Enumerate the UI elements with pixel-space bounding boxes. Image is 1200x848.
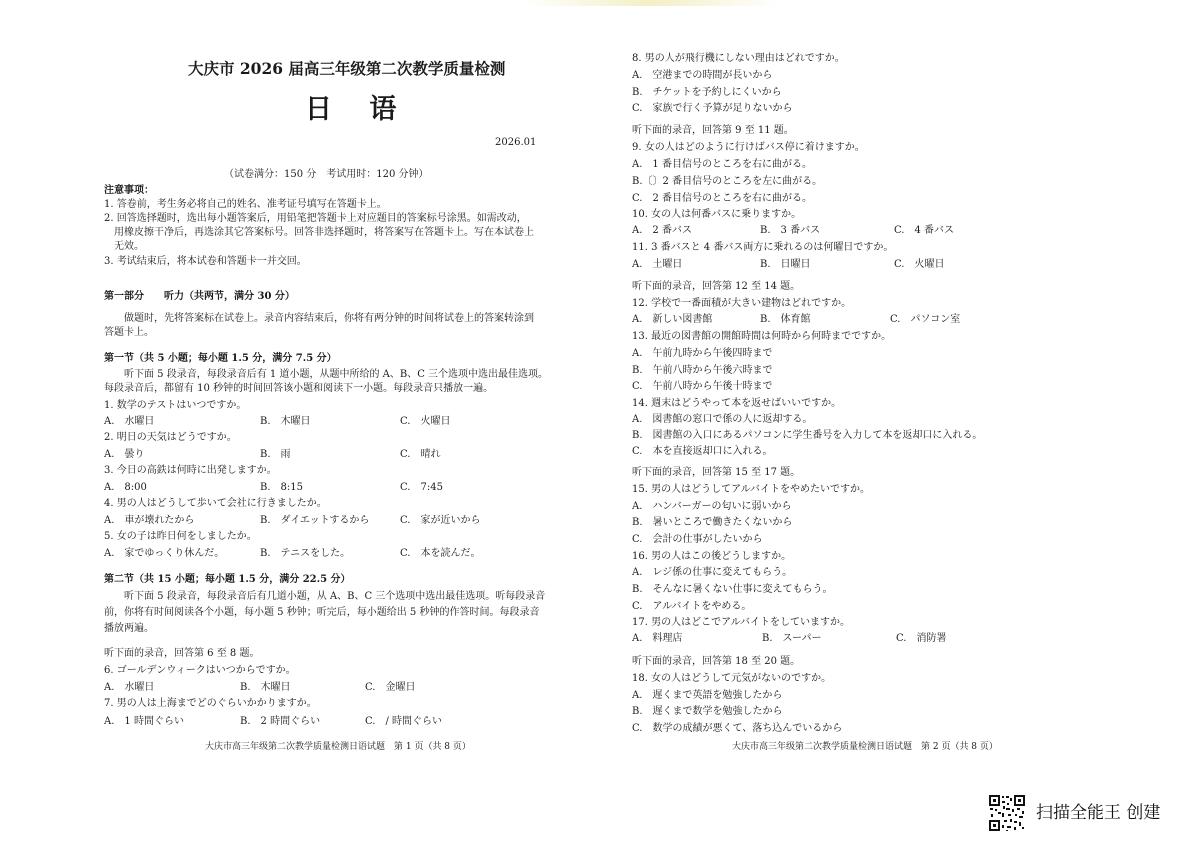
notice-title: 注意事项： (104, 185, 154, 196)
question-13: 13. 最近の図書館の開館時間は何時から何時までですか。 (632, 331, 892, 342)
option-a: A. 家でゆっくり休んだ。 (104, 548, 225, 559)
question-3: 3. 今日の高鉄は何時に出発しますか。 (104, 465, 277, 476)
question-2: 2. 明日の天気はどうですか。 (104, 432, 237, 443)
section2-intro-line: 前，你将有时间阅读各个小题，每小题 5 秒钟；听完后，每小题给出 5 秒钟的作答时间。每段录音 (104, 607, 540, 618)
option-b: B. 暑いところで働きたくないから (632, 517, 793, 528)
option-b: B. ダイエットするから (260, 515, 370, 526)
option-c: C. 消防署 (896, 633, 947, 644)
option-a: A. 新しい図書館 (632, 314, 713, 325)
option-b: B. 2 時間ぐらい (240, 716, 321, 727)
exam-title: 大庆市 2026 届高三年级第二次教学质量检测 (188, 59, 506, 78)
option-c: C. 7:45 (400, 482, 443, 493)
question-16: 16. 男の人はこの後どうしますか。 (632, 551, 792, 562)
question-5: 5. 女の子は昨日何をしましたか。 (104, 531, 257, 542)
subject-heading: 日 语 (305, 94, 411, 125)
exam-date: 2026.01 (495, 137, 537, 148)
notice-line: 3. 考试结束后，将本试卷和答题卡一并交回。 (104, 256, 307, 267)
option-c: C. 晴れ (400, 449, 441, 460)
option-b: B. テニスをした。 (260, 548, 351, 559)
option-a: A. 水曜日 (104, 416, 155, 427)
option-b: B. 木曜日 (240, 682, 291, 693)
option-b: B. 体育館 (760, 314, 811, 325)
notice-line: 无效。 (104, 241, 144, 252)
option-b: B. そんなに暑くない仕事に変えてもらう。 (632, 584, 833, 595)
option-a: A. 1 番目信号のところを右に曲がる。 (632, 159, 812, 170)
option-a: A. 1 時間ぐらい (104, 716, 184, 727)
option-a: A. 水曜日 (104, 682, 155, 693)
question-9: 9. 女の人はどのように行けばバス停に着けますか。 (632, 142, 865, 153)
option-b: B. 日曜日 (760, 259, 811, 270)
option-a: A. 8:00 (104, 482, 147, 493)
option-a: A. 遅くまで英語を勉強したから (632, 690, 783, 701)
option-c: C. パソコン室 (890, 314, 961, 325)
option-c: C. 数学の成績が悪くて、落ち込んでいるから (632, 723, 843, 734)
option-b: B. チケットを予約しにくいから (632, 87, 782, 98)
option-a: A. レジ係の仕事に変えてもらう。 (632, 567, 793, 578)
option-c: C. 金曜日 (365, 682, 416, 693)
option-a: A. ハンバーガーの匂いに弱いから (632, 501, 792, 512)
scanner-watermark (988, 794, 1188, 834)
option-c: C. 4 番バス (894, 225, 955, 236)
question-12: 12. 学校で一番面積が大きい建物はどれですか。 (632, 298, 852, 309)
page-footer: 大庆市高三年级第二次教学质量检测日语试题 第 2 页（共 8 页） (732, 742, 998, 752)
option-b: B. 図書館の入口にあるパソコンに学生番号を入力して本を返却口に入れる。 (632, 430, 983, 441)
option-a: A. 料理店 (632, 633, 683, 644)
section2-intro-line: 听下面 5 段录音，每段录音后有几道小题，从 A、B、C 三个选项中选出最佳选项。听每段录音 (104, 591, 546, 602)
question-18: 18. 女の人はどうして元気がないのですか。 (632, 673, 832, 684)
question-1: 1. 数学のテストはいつですか。 (104, 400, 247, 411)
option-a: A. 図書館の窓口で係の人に返却する。 (632, 414, 813, 425)
option-c: C. 2 番目信号のところを右に曲がる。 (632, 193, 813, 204)
option-a: A. 午前九時から午後四時まで (632, 348, 773, 359)
listening-instruction: 听下面的录音，回答第 6 至 8 题。 (104, 648, 260, 659)
question-7: 7. 男の人は上海までどのぐらいかかりますか。 (104, 698, 317, 709)
question-14: 14. 週末はどうやって本を返せばいいですか。 (632, 398, 842, 409)
section1-heading: 第一节（共 5 小题；每小题 1.5 分，满分 7.5 分） (104, 353, 337, 364)
notice-line: 1. 答卷前，考生务必将自己的姓名、准考证号填写在答题卡上。 (104, 199, 387, 210)
question-8: 8. 男の人が飛行機にしない理由はどれですか。 (632, 53, 845, 64)
listening-instruction: 听下面的录音，回答第 12 至 14 题。 (632, 281, 801, 292)
section1-intro-line: 每段录音后，都留有 10 秒钟的时间回答该小题和阅读下一小题。每段录音只播放一遍。 (104, 383, 494, 394)
question-4: 4. 男の人はどうして歩いて会社に行きましたか。 (104, 498, 327, 509)
section1-intro-line: 听下面 5 段录音，每段录音后有 1 道小题，从题中所给的 A、B、C 三个选项中选出最佳选项。 (104, 369, 549, 380)
option-c: C. 家が近いから (400, 515, 481, 526)
notice-line: 用橡皮擦干净后，再选涂其它答案标号。回答非选择题时，将答案写在答题卡上。写在本试卷上 (104, 227, 534, 238)
watermark-text: 扫描全能王 创建 (1036, 803, 1161, 823)
score-time-info: （试卷满分：150 分 考试用时：120 分钟） (224, 169, 429, 180)
option-b: B.〔〕2 番目信号のところを左に曲がる。 (632, 176, 823, 187)
part1-heading: 第一部分 听力（共两节，满分 30 分） (104, 291, 295, 302)
option-b: B. スーパー (762, 633, 822, 644)
page-footer: 大庆市高三年级第二次教学质量检测日语试题 第 1 页（共 8 页） (205, 742, 471, 752)
option-c: C. 火曜日 (400, 416, 451, 427)
question-10: 10. 女の人は何番バスに乗りますか。 (632, 209, 802, 220)
question-6: 6. ゴールデンウィークはいつからですか。 (104, 665, 296, 676)
option-c: C. / 時間ぐらい (365, 716, 443, 727)
exam-page-2 (628, 0, 1148, 848)
listening-instruction: 听下面的录音，回答第 18 至 20 题。 (632, 656, 801, 667)
option-c: C. 会計の仕事がしたいから (632, 534, 763, 545)
option-b: B. 遅くまで数学を勉強したから (632, 706, 783, 717)
listening-instruction: 听下面的录音，回答第 15 至 17 题。 (632, 467, 801, 478)
option-c: C. 本を直接返却口に入れる。 (632, 446, 773, 457)
question-17: 17. 男の人はどこでアルバイトをしていますか。 (632, 617, 850, 628)
option-a: A. 車が壊れたから (104, 515, 195, 526)
option-a: A. 2 番バス (632, 225, 692, 236)
section2-heading: 第二节（共 15 小题；每小题 1.5 分，满分 22.5 分） (104, 574, 351, 585)
option-a: A. 空港までの時間が長いから (632, 70, 773, 81)
option-c: C. 火曜日 (894, 259, 945, 270)
section2-intro-line: 播放两遍。 (104, 623, 154, 634)
qr-code-icon (988, 794, 1026, 832)
question-11: 11. 3 番バスと 4 番バス両方に乗れるのは何曜日ですか。 (632, 242, 894, 253)
option-b: B. 午前八時から午後六時まで (632, 365, 773, 376)
option-b: B. 3 番バス (760, 225, 821, 236)
option-c: C. アルバイトをやめる。 (632, 601, 752, 612)
option-c: C. 本を読んだ。 (400, 548, 481, 559)
listening-instruction: 听下面的录音，回答第 9 至 11 题。 (632, 125, 794, 136)
option-b: B. 8:15 (260, 482, 303, 493)
part1-intro-line: 做题时，先将答案标在试卷上。录音内容结束后，你将有两分钟的时间将试卷上的答案转涂到 (104, 313, 534, 324)
question-15: 15. 男の人はどうしてアルバイトをやめたいですか。 (632, 484, 870, 495)
option-b: B. 雨 (260, 449, 291, 460)
option-a: A. 土曜日 (632, 259, 683, 270)
option-b: B. 木曜日 (260, 416, 311, 427)
exam-page-1 (100, 0, 580, 848)
option-c: C. 家族で行く予算が足りないから (632, 103, 793, 114)
notice-line: 2. 回答选择题时，选出每小题答案后，用铅笔把答题卡上对应题目的答案标号涂黑。如需改动， (104, 213, 527, 224)
part1-intro-line: 答题卡上。 (104, 327, 154, 338)
option-a: A. 曇り (104, 449, 145, 460)
option-c: C. 午前八時から午後十時まで (632, 381, 773, 392)
